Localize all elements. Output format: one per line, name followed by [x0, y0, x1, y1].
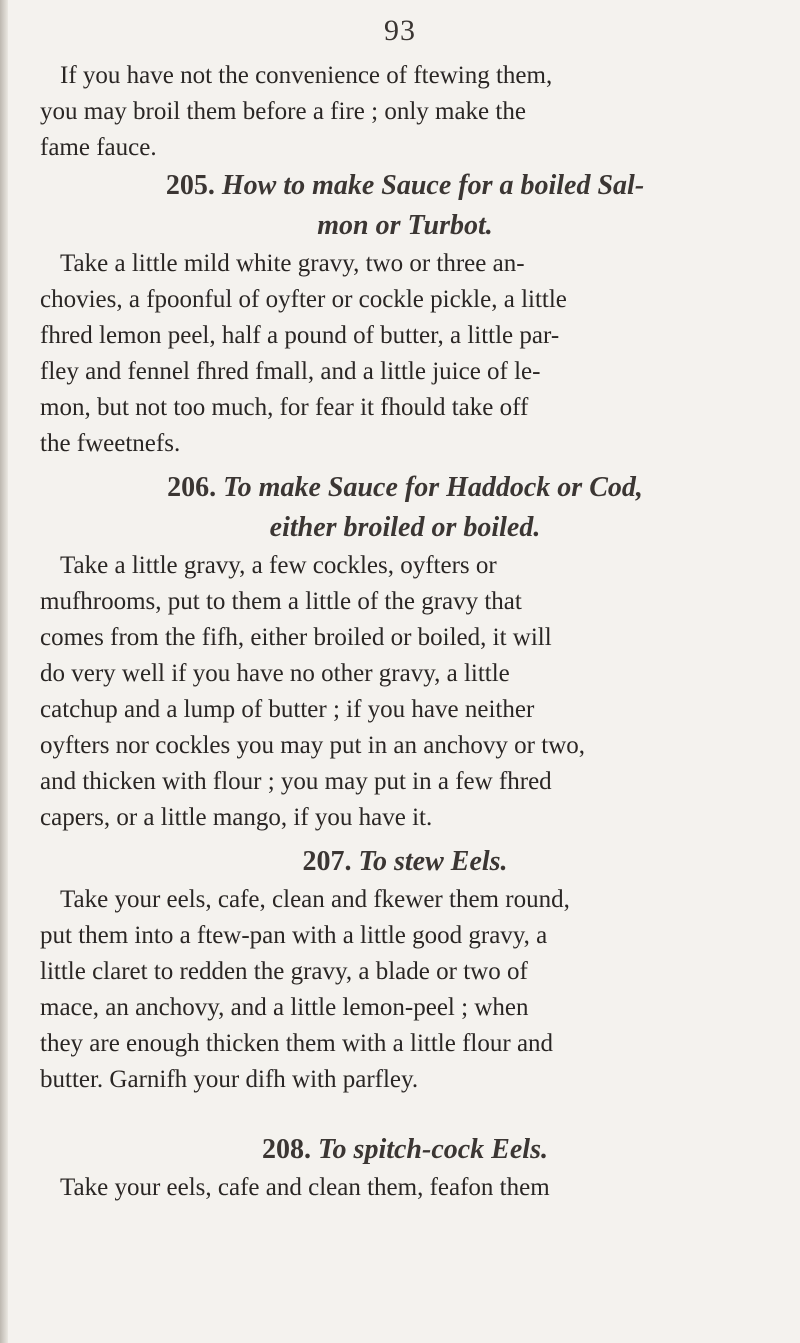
recipe-number: 208. [262, 1134, 312, 1165]
text-line: fame fauce. [40, 134, 157, 161]
recipe-heading [40, 166, 770, 246]
text-line: chovies, a fpoonful of oyfter or cockle pickle, a little [40, 286, 567, 313]
recipe-number: 207. [302, 846, 352, 877]
recipe-title-line: To stew Eels. [358, 846, 508, 877]
recipe-title-line: How to make Sauce for a boiled Sal- [221, 170, 645, 201]
recipe-body [40, 548, 770, 836]
text-line: the fweetnefs. [40, 430, 181, 457]
text-line: oyfters nor cockles you may put in an anchovy or two, [40, 732, 586, 759]
text-line: If you have not the convenience of ftewing them, [60, 62, 553, 89]
recipe-body [40, 1170, 770, 1206]
recipe-title-line: mon or Turbot. [317, 210, 493, 241]
text-line: do very well if you have no other gravy, a little [40, 660, 510, 687]
text-line: fley and fennel fhred fmall, and a little juice of le- [40, 358, 541, 385]
recipe-number: 206. [167, 472, 217, 503]
text-line: you may broil them before a fire ; only make the [40, 98, 526, 125]
page-number: 93 [384, 14, 416, 47]
text-line: mufhrooms, put to them a little of the gravy that [40, 588, 522, 615]
recipe-heading [40, 468, 770, 548]
text-line: capers, or a little mango, if you have it. [40, 804, 433, 831]
page-gutter-shadow [0, 0, 8, 1343]
text-line: Take your eels, cafe, clean and fkewer them round, [60, 886, 570, 913]
text-line: and thicken with flour ; you may put in a few fhred [40, 768, 552, 795]
text-line: Take a little mild white gravy, two or three an- [60, 250, 525, 277]
text-line: Take your eels, cafe and clean them, feafon them [60, 1174, 550, 1201]
recipe-205 [40, 166, 770, 462]
text-line: mace, an anchovy, and a little lemon-peel ; when [40, 994, 529, 1021]
recipe-title-line: either broiled or boiled. [269, 512, 541, 543]
text-line: Take a little gravy, a few cockles, oyfters or [60, 552, 497, 579]
text-line: butter. Garnifh your difh with parfley. [40, 1066, 419, 1093]
recipe-title-line: To spitch-cock Eels. [318, 1134, 548, 1165]
text-line: fhred lemon peel, half a pound of butter, a little par- [40, 322, 560, 349]
recipe-title-line: To make Sauce for Haddock or Cod, [223, 472, 643, 503]
text-line: they are enough thicken them with a little flour and [40, 1030, 554, 1057]
recipe-208 [40, 1130, 770, 1206]
text-line: comes from the fifh, either broiled or boiled, it will [40, 624, 552, 651]
recipe-heading [40, 842, 770, 882]
recipe-206 [40, 468, 770, 836]
text-line: mon, but not too much, for fear it fhould take off [40, 394, 529, 421]
recipe-heading [40, 1130, 770, 1170]
recipe-number: 205. [165, 170, 215, 201]
intro-paragraph [40, 58, 770, 166]
text-line: put them into a ftew-pan with a little good gravy, a [40, 922, 548, 949]
text-line: little claret to redden the gravy, a blade or two of [40, 958, 528, 985]
recipe-207 [40, 842, 770, 1098]
recipe-body [40, 246, 770, 462]
recipe-body [40, 882, 770, 1098]
text-line: catchup and a lump of butter ; if you have neither [40, 696, 535, 723]
